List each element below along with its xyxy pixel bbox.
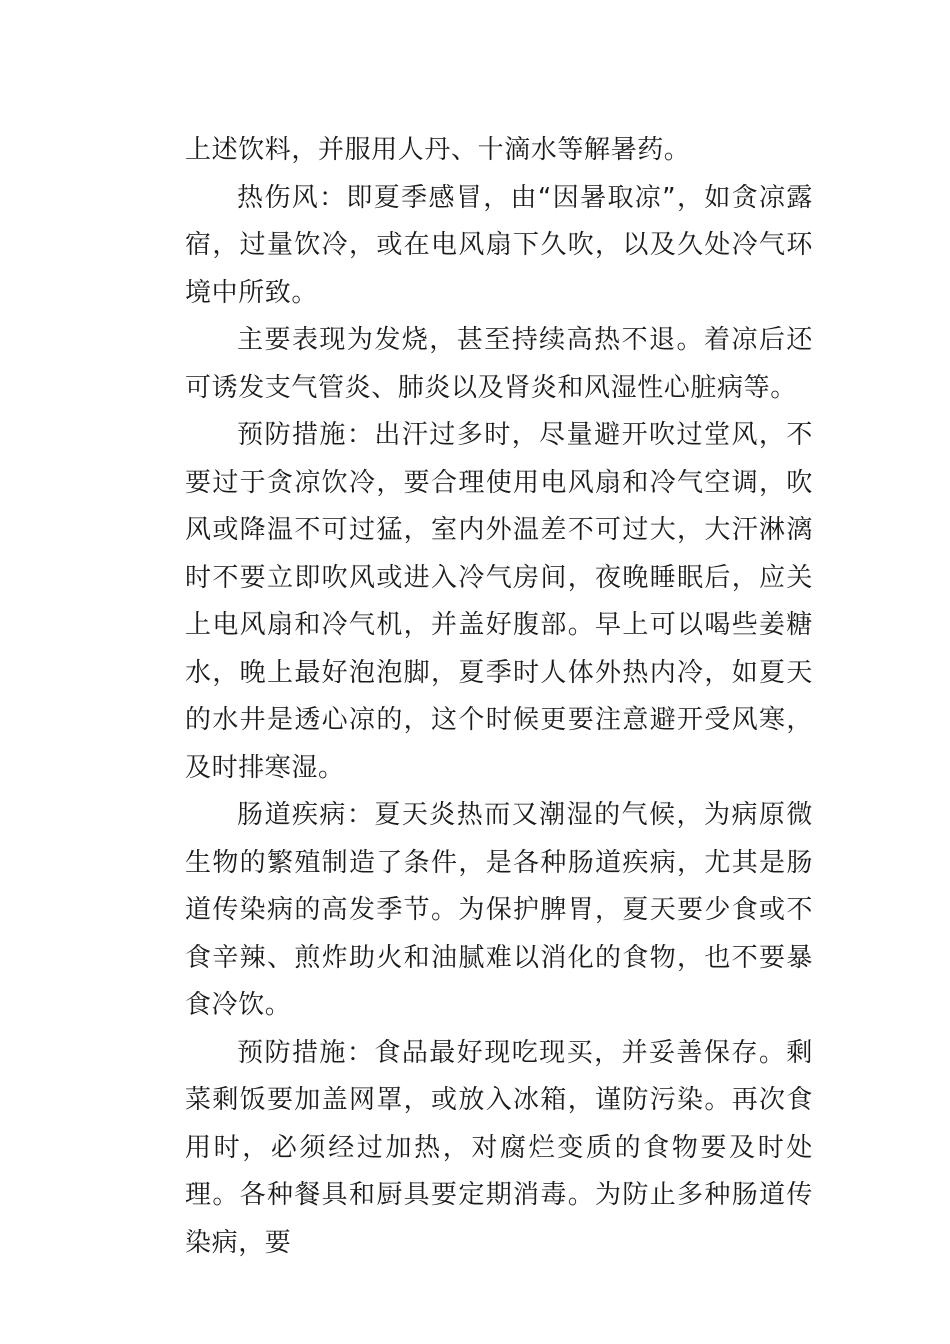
document-body	[185, 127, 813, 1267]
paragraph-heat-cold: 热伤风：即夏季感冒，由“因暑取凉”，如贪凉露宿，过量饮冷，或在电风扇下久吹，以及久处冷气环境中所致。	[185, 182, 813, 308]
paragraph-symptoms: 主要表现为发烧，甚至持续高热不退。着凉后还可诱发支气管炎、肺炎以及肾炎和风湿性心脏病等。	[185, 325, 813, 403]
paragraph-prevention-intestinal: 预防措施：食品最好现吃现买，并妥善保存。剩菜剩饭要加盖网罩，或放入冰箱，谨防污染。再次食用时，必须经过加热，对腐烂变质的食物要及时处理。各种餐具和厨具要定期消毒。为防止多种肠道传染病，要	[185, 1037, 813, 1258]
paragraph-continuation: 上述饮料，并服用人丹、十滴水等解暑药。	[185, 135, 691, 165]
paragraph-intestinal-disease: 肠道疾病：夏天炎热而又潮湿的气候，为病原微生物的繁殖制造了条件，是各种肠道疾病，尤其是肠道传染病的高发季节。为保护脾胃，夏天要少食或不食辛辣、煎炸助火和油腻难以消化的食物，也不要暴食冷饮。	[185, 800, 813, 1020]
paragraph-prevention-cold: 预防措施：出汗过多时，尽量避开吹过堂风，不要过于贪凉饮冷，要合理使用电风扇和冷气空调，吹风或降温不可过猛，室内外温差不可过大，大汗淋漓时不要立即吹风或进入冷气房间，夜晚睡眠后，应关上电风扇和冷气机，并盖好腹部。早上可以喝些姜糖水，晚上最好泡泡脚，夏季时人体外热内冷，如夏天的水井是透心凉的，这个时候更要注意避开受风寒，及时排寒湿。	[185, 420, 813, 783]
